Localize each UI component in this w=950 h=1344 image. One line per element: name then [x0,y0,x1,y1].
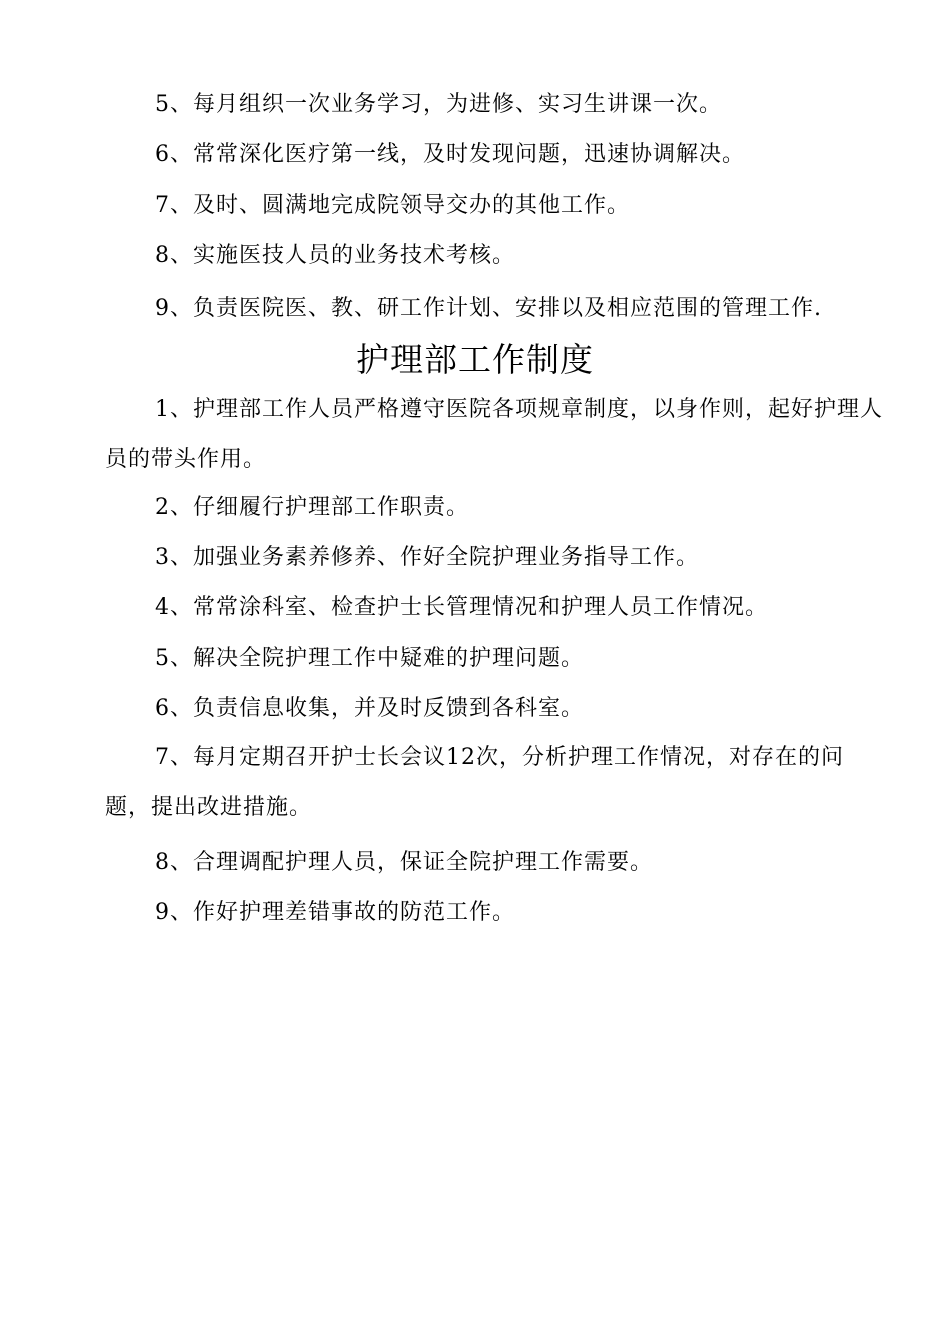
section-item-8: 8、合理调配护理人员，保证全院护理工作需要。 [155,850,653,875]
prev-item-5: 5、每月组织一次业务学习，为进修、实习生讲课一次。 [155,92,722,117]
section-item-9: 9、作好护理差错事故的防范工作。 [155,900,515,925]
section-item-1: 1、护理部工作人员严格遵守医院各项规章制度，以身作则，起好护理人员的带头作用。 [105,397,883,472]
section-item-4: 4、常常涂科室、检查护士长管理情况和护理人员工作情况。 [155,595,768,620]
prev-item-6: 6、常常深化医疗第一线，及时发现问题，迅速协调解决。 [155,142,745,167]
prev-item-9: 9、负责医院医、教、研工作计划、安排以及相应范围的管理工作. [155,296,822,321]
section-item-5: 5、解决全院护理工作中疑难的护理问题。 [155,646,584,671]
prev-item-7: 7、及时、圆满地完成院领导交办的其他工作。 [155,193,630,218]
prev-item-8: 8、实施医技人员的业务技术考核。 [155,243,515,268]
section-item-2: 2、仔细履行护理部工作职责。 [155,495,469,520]
section-title: 护理部工作制度 [356,340,594,379]
section-item-6: 6、负责信息收集，并及时反馈到各科室。 [155,696,584,721]
section-item-3: 3、加强业务素养修养、作好全院护理业务指导工作。 [155,545,699,570]
section-item-7: 7、每月定期召开护士长会议12次，分析护理工作情况，对存在的问题，提出改进措施。 [105,745,844,820]
